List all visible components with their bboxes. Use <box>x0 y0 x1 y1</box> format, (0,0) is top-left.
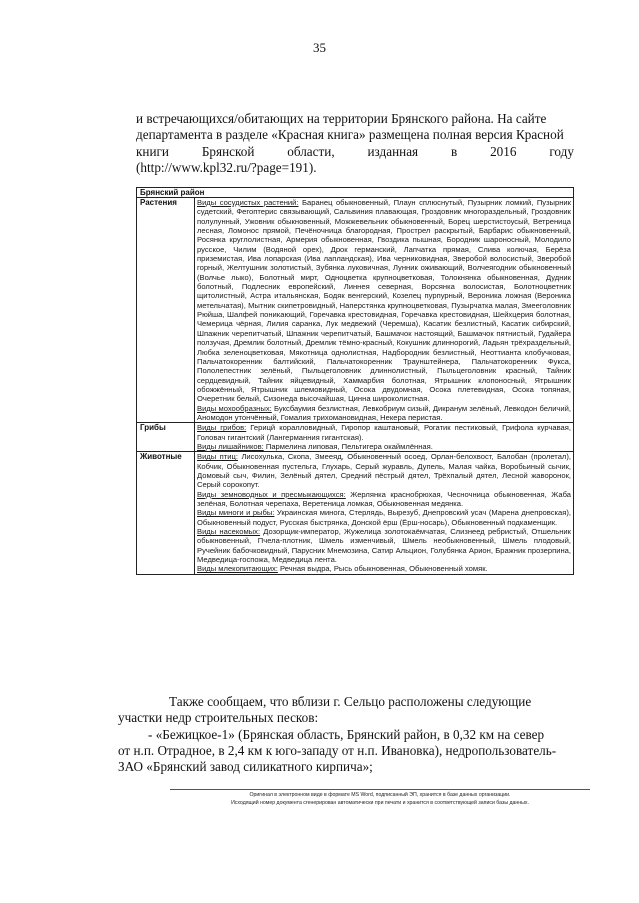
row-content-animals <box>195 452 574 574</box>
species-group <box>197 564 571 573</box>
species-group <box>197 423 571 442</box>
group-title: Виды млекопитающих: <box>197 564 278 574</box>
group-title: Виды птиц: <box>197 452 238 462</box>
group-text: Украинская минога, Стерлядь, Вырезуб, Днепровский усач (Марена днепровская), Обыкновенный подуст, Русская быстрянка, Донской ёрш (Ёрш-носарь), Обыкновенный подкаменщик. <box>197 508 571 527</box>
group-text: Речная выдра, Рысь обыкновенная, Обыкновенный хомяк. <box>277 564 488 574</box>
group-title: Виды мохообразных: <box>197 403 272 413</box>
paragraph-line: от н.п. Отрадное, в 2,4 км к юго-западу от н.п. Ивановка), недропользователь- <box>118 742 557 758</box>
paragraph-line: ЗАО «Брянский завод силикатного кирпича»; <box>118 759 373 775</box>
website-link[interactable]: (http://www.kpl32.ru/?page=191). <box>136 160 317 176</box>
group-title: Виды грибов: <box>197 423 247 433</box>
intro-line: департамента в разделе «Красная книга» размещена полная версия Красной <box>136 127 564 143</box>
species-group <box>197 508 571 527</box>
row-label-fungi: Грибы <box>137 423 195 452</box>
group-text: Жерлянка краснобрюхая, Чесночница обыкновенная, Жаба зелёная, Болотная черепаха, Веретеница ломкая, Обыкновенная медянка. <box>197 489 571 508</box>
footer-line: Исходящий номер документа сгенерирован автоматически при печати и хранится в соответствующей записи базы данных. <box>231 800 529 806</box>
group-text: Баранец обыкновенный, Плаун сплюснутый, Пузырник ломкий, Пузырник судетский, Фегоптерис связывающий, Сальвиния плавающая, Гроздовник многораздельный, Гроздовник полулунный, Ужовник обыкновенный, Можжевельник обыкновенный, Борец шерстистоусый, Ветреница лесная, Ломонос прямой, Печёночница благородная, Прострел раскрытый, Барбарис обыкновенный, Росянка круглолистная, Армерия обыкновенная, Гвоздика пышная, Бородник шароносный, Молодило русское, Чилим (Водяной орех), Дрок германский, Лапчатка прямая, Слива колючая, Берёза приземистая, Ива лопарская (Ива лапландская), Ива черниковидная, Зверобой волосистый, Зверобой горный, Желтушник золотистый, Зубянка луковичная, Лунник оживающий, Волчеягодник обыкновенный (Волчье лыко), Болотный мирт, Одноцветка крупноцветковая, Толокнянка обыкновенная, Дудник болотный, Подлесник европейский, Линнея северная, Ворсянка волосистая, Болотноцветник щитолистный, Астра итальянская, Бодяк венгерский, Козелец пурпурный, Вероника ложная (Вероника метельчатая), Мытник скипетровидный, Наперстянка крупноцветковая, Пузырчатка малая, Змееголовник Рюйша, Шалфей поникающий, Горечавка крестовидная, Горечавка крестовидная, Шейхцерия болотная, Чемерица чёрная, Лилия саранка, Лук медвежий (Черемша), Касатик безлистный, Касатик сибирский, Шпажник черепитчатый, Шпажник черепитчатый, Башмачок настоящий, Башмачок пятнистый, Гудайера ползучая, Дремлик болотный, Дремлик тёмно-красный, Кокушник длиннорогий, Ладьян трёхраздельный, Любка зеленоцветковая, Мякотница однолистная, Надбородник безлистный, Неоттианта клобучковая, Пальчатокоренник балтийский, Пальчатокоренник Траунштейнера, Пальчатокоренник Фукса, Пололепестник зелёный, Пыльцеголовник длиннолистный, Пыльцеголовник красный, Тайник сердцевидный, Тайник яйцевидный, Хаммарбия болотная, Ятрышник клопоносный, Ятрышник обожжённый, Ятрышник шлемовидный, Осока двудомная, Осока плетевидная, Осока топяная, Очеретник белый, Сизонеда высочайшая, Цинна широколистная. <box>197 198 571 404</box>
intro-word: изданная <box>367 143 419 159</box>
intro-word: области, <box>287 143 335 159</box>
table-row <box>137 452 574 574</box>
group-text: Буксбаумия безлистная, Левкобриум сизый, Дикранум зелёный, Левкодон беличий, Аномодон утончённый, Гомалия трихомановидная, Некера перистая. <box>197 403 571 422</box>
paragraph-line: Также сообщаем, что вблизи г. Сельцо расположены следующие <box>169 694 532 709</box>
body-paragraph <box>118 694 574 775</box>
group-title: Виды насекомых: <box>197 527 261 537</box>
intro-word: 2016 <box>490 143 517 159</box>
intro-word: Брянской <box>201 143 255 159</box>
group-title: Виды сосудистых растений: <box>197 198 299 207</box>
species-group <box>197 490 571 509</box>
row-label-plants: Растения <box>137 198 195 423</box>
footer-line: Оригинал в электронном виде в формате MS Word, подписанный ЭП, хранится в базе данных организации. <box>249 792 511 798</box>
row-content-plants <box>195 198 574 423</box>
row-label-animals: Животные <box>137 452 195 574</box>
table-row <box>137 423 574 452</box>
species-group <box>197 527 571 564</box>
group-text: Лисохулька, Скопа, Змееяд, Обыкновенный осоед, Орлан-белохвост, Балобан (пролетал), Кобчик, Обыкновенная пустельга, Глухарь, Серый журавль, Дупель, Малая чайка, Воробьиный сычик, Домовый сыч, Филин, Зелёный дятел, Средний пёстрый дятел, Трёхпалый дятел, Лесной жаворонок, Серый сорокопут. <box>197 452 571 490</box>
intro-word: книги <box>136 143 169 159</box>
group-title: Виды миноги и рыбы: <box>197 508 275 518</box>
paragraph-line: участки недр строительных песков: <box>118 710 319 726</box>
page-number: 35 <box>313 40 326 55</box>
intro-word: в <box>450 143 458 159</box>
group-text: Дозорщик-император, Жужелица золотокаёмчатая, Слизнеед ребристый, Отшельник обыкновенный, Пчела-плотник, Шмель изменчивый, Шмель необыкновенный, Шмель плодовый, Ручейник бабочковидный, Парусник Мнемозина, Сатир Альцион, Голубянка Арион, Бражник прозерпина, Медведица-госпожа, Медведица лента. <box>197 527 571 565</box>
table-header-row <box>137 188 574 198</box>
species-group <box>197 442 571 451</box>
paragraph-line: - «Бежицкое-1» (Брянская область, Брянский район, в 0,32 км на север <box>148 726 545 742</box>
species-group <box>197 198 571 404</box>
group-title: Виды лишайников: <box>197 441 264 451</box>
table-header: Брянский район <box>137 188 574 198</box>
group-title: Виды земноводных и пресмыкающихся: <box>197 489 346 499</box>
species-table <box>136 187 574 575</box>
row-content-fungi <box>195 423 574 452</box>
intro-word: году <box>549 143 574 159</box>
group-text: Пармелина липовая, Пельтигера окаймлённая. <box>263 441 433 451</box>
intro-line-spread <box>136 144 574 160</box>
species-group <box>197 452 571 489</box>
document-footer <box>170 789 590 806</box>
intro-line: и встречающихся/обитающих на территории Брянского района. На сайте <box>136 111 547 126</box>
group-text: Герицй коралловидный, Гиропор каштановый, Рогатик пестиковый, Грифола курчавая, Головач гигантский (Лангерманния гигантская). <box>197 423 571 442</box>
intro-paragraph <box>136 111 574 177</box>
table-row <box>137 198 574 423</box>
species-group <box>197 404 571 423</box>
